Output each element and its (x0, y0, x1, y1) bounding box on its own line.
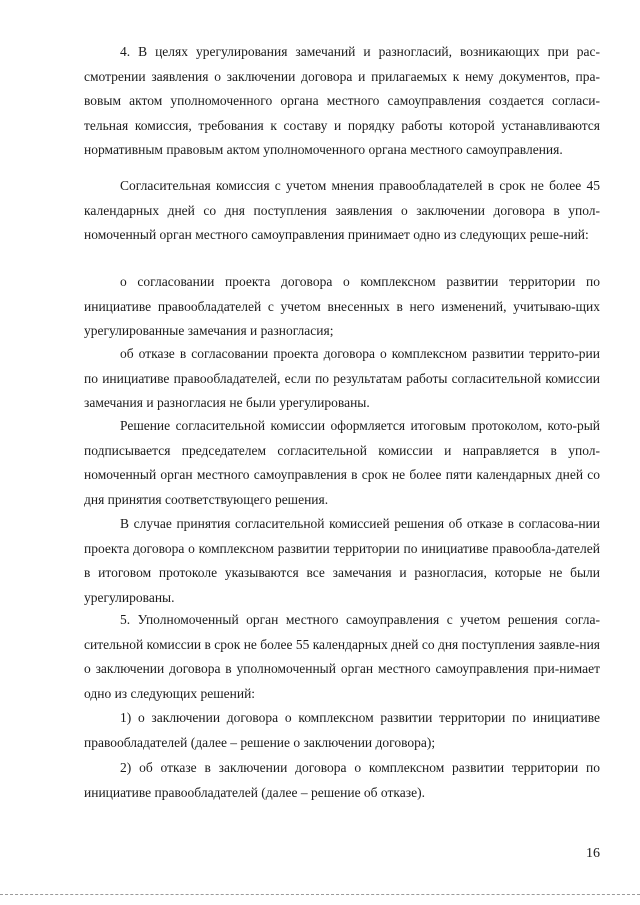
paragraph-protocol: Решение согласительной комиссии оформляется итоговым протоколом, кото-рый подписывается председателем согласительной комиссии и направляется в упол-номоченный орган местного самоуправления в срок не более пяти календарных дней со дня принятия соответствующего решения. (84, 418, 600, 507)
paragraph-decision-2: 2) об отказе в заключении договора о комплексном развитии территории по инициативе правообладателей (далее – решение об отказе). (84, 760, 600, 800)
paragraph-decision-1: 1) о заключении договора о комплексном развитии территории по инициативе правообладателей (далее – решение о заключении договора); (84, 710, 600, 750)
paragraph-refusal-option: об отказе в согласовании проекта договора о комплексном развитии террито-рии по инициативе правообладателей, если по результатам работы согласительной комиссии замечания и разногласия не были урегулированы. (84, 346, 600, 410)
paragraph-section-4: 4. В целях урегулирования замечаний и разногласий, возникающих при рас-смотрении заявления о заключении договора и прилагаемых к нему документов, пра-вовым актом уполномоченного органа местного самоуправления создается согласи-тельная комиссия, требования к составу и порядку работы которой устанавливаются нормативным правовым актом уполномоченного органа местного самоуправления. (84, 44, 600, 157)
paragraph-commission-decision: Согласительная комиссия с учетом мнения правообладателей в срок не более 45 календарных дней со дня поступления заявления о заключении договора в упол-номоченный орган местного самоуправления принимает одно из следующих реше-ний: (84, 178, 600, 242)
paragraph-refusal-protocol: В случае принятия согласительной комиссией решения об отказе в согласова-нии проекта договора о комплексном развитии территории по инициативе правообла-дателей в итоговом протоколе указываются все замечания и разногласия, которые не были урегулированы. (84, 516, 600, 605)
page-number: 16 (586, 846, 600, 861)
paragraph-approval-option: о согласовании проекта договора о комплексном развитии территории по инициативе правообладателей с учетом внесенных в него изменений, учитываю-щих урегулированные замечания и разногласия; (84, 274, 600, 338)
footer-divider (0, 894, 640, 895)
paragraph-section-5: 5. Уполномоченный орган местного самоуправления с учетом решения согла-сительной комиссии в срок не более 55 календарных дней со дня поступления заявле-ния о заключении договора в уполномоченный орган местного самоуправления при-нимает одно из следующих решений: (84, 612, 600, 701)
